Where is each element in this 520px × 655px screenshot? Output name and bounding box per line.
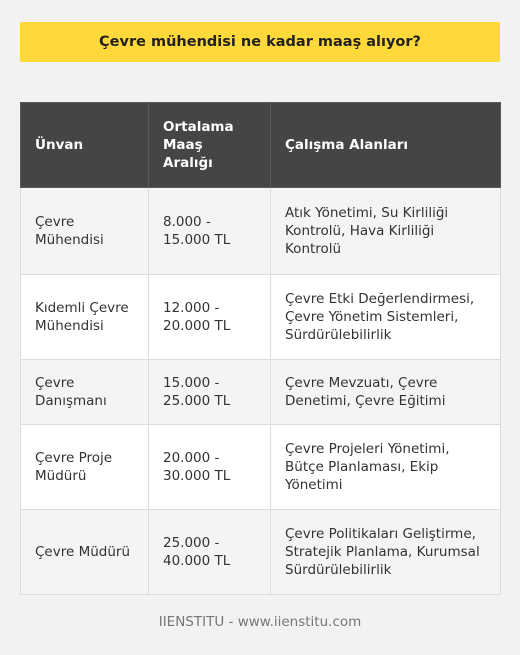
cell-salary: 12.000 - 20.000 TL [149,275,271,360]
cell-salary: 25.000 - 40.000 TL [149,510,271,595]
header-salary-range: Ortalama Maaş Aralığı [149,103,271,188]
cell-work-areas: Çevre Etki Değerlendirmesi, Çevre Yönetim Sistemleri, Sürdürülebilirlik [271,275,501,360]
cell-salary: 15.000 - 25.000 TL [149,360,271,425]
cell-title: Kıdemli Çevre Mühendisi [21,275,149,360]
table-header-row [21,103,501,188]
title-banner [20,22,500,62]
table-row [21,275,501,360]
cell-title: Çevre Danışmanı [21,360,149,425]
footer-credit: IIENSTITU - www.iienstitu.com [158,614,362,630]
cell-work-areas: Çevre Projeleri Yönetimi, Bütçe Planlaması, Ekip Yönetimi [271,425,501,510]
cell-title: Çevre Proje Müdürü [21,425,149,510]
cell-title: Çevre Mühendisi [21,188,149,275]
table-row [21,360,501,425]
cell-salary: 20.000 - 30.000 TL [149,425,271,510]
table-row [21,510,501,595]
cell-salary: 8.000 - 15.000 TL [149,188,271,275]
cell-title: Çevre Müdürü [21,510,149,595]
salary-table [20,102,501,595]
page-title: Çevre mühendisi ne kadar maaş alıyor? [99,34,421,50]
header-work-areas: Çalışma Alanları [271,103,501,188]
cell-work-areas: Atık Yönetimi, Su Kirliliği Kontrolü, Hava Kirliliği Kontrolü [271,188,501,275]
header-title: Ünvan [21,103,149,188]
cell-work-areas: Çevre Politikaları Geliştirme, Stratejik Planlama, Kurumsal Sürdürülebilirlik [271,510,501,595]
table-row [21,425,501,510]
table-row [21,188,501,275]
cell-work-areas: Çevre Mevzuatı, Çevre Denetimi, Çevre Eğitimi [271,360,501,425]
